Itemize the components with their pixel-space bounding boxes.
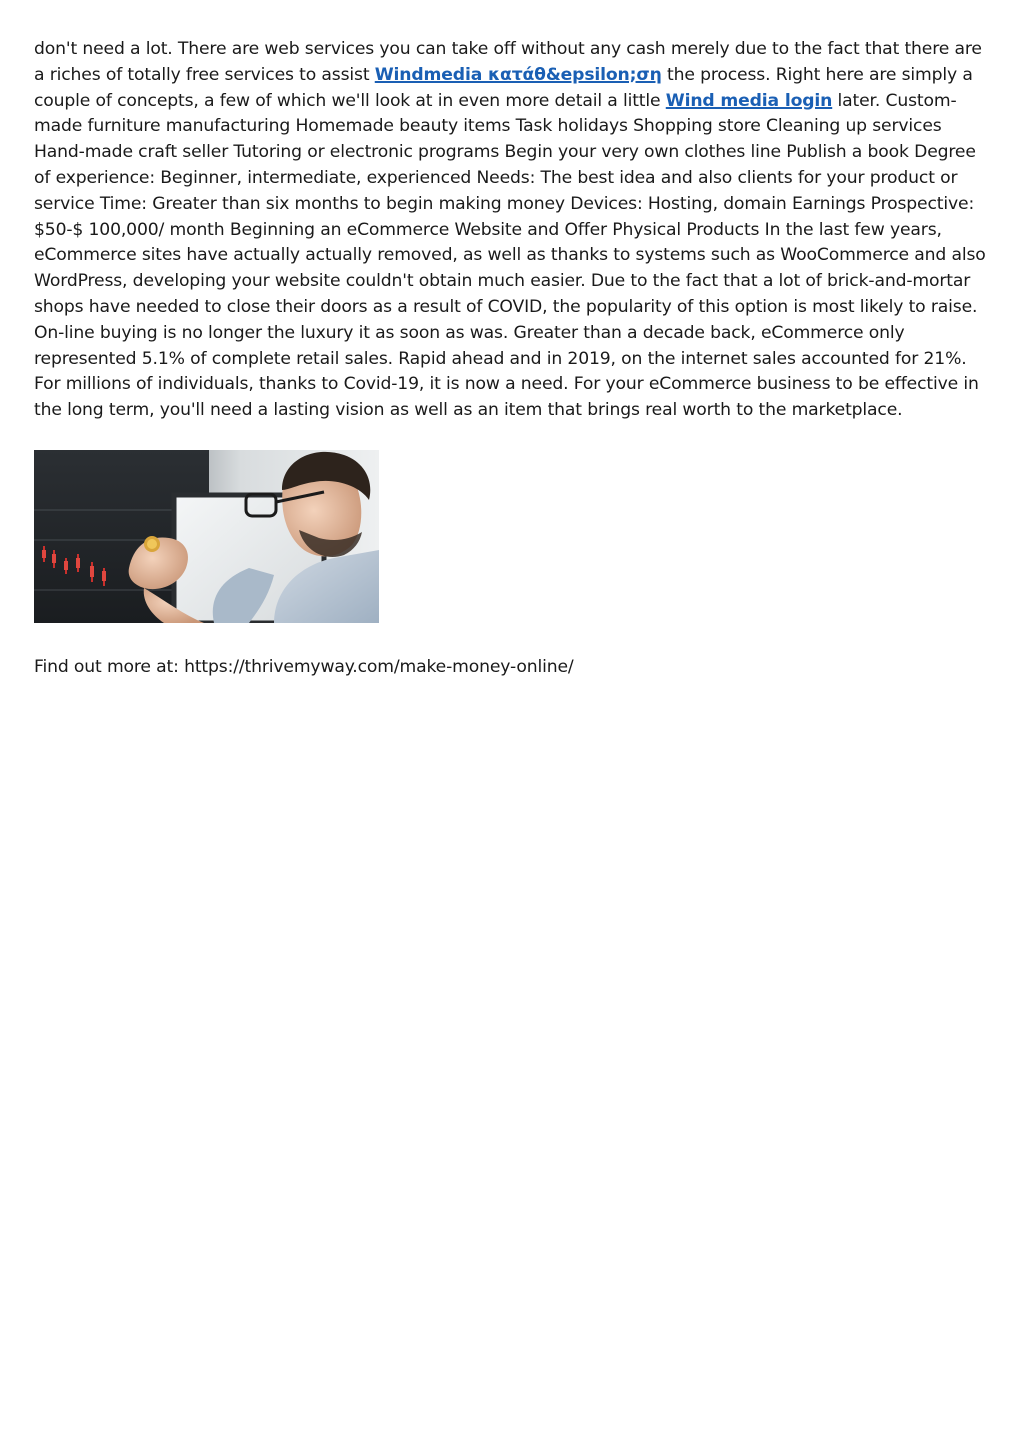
windmedia-deposit-link[interactable]: Windmedia κατάθ&epsilon;ση: [374, 64, 662, 85]
man-viewing-trading-chart-photo: [34, 450, 379, 623]
paragraph-text-segment: don't need a lot. There are web services you can take off without any cash merely due to the fact that there are a riches of totally free services to assist: [34, 39, 982, 85]
article-paragraph: [34, 37, 994, 424]
find-out-more-line: Find out more at: https://thrivemyway.com/make-money-online/: [34, 657, 574, 677]
paragraph-text-segment: the process. Right here are simply a couple of concepts, a few of which we'll look at in even more detail a little: [34, 64, 973, 111]
paragraph-text-segment: later. Custom-made furniture manufacturing Homemade beauty items Task holidays Shopping store Cleaning up services Hand-made craft seller Tutoring or electronic programs Begin your very own clothes line Publish a book Degree of experience: Beginner, intermediate, experienced Needs: The best idea and also clients for your product or service Time: Greater than six months to begin making money Devices: Hosting, domain Earnings Prospective: $50-$ 100,000/ month Beginning an eCommerce Website and Offer Physical Products In the last few years, eCommerce sites have actually actually removed, as well as thanks to systems such as WooCommerce and also WordPress, developing your website couldn't obtain much easier. Due to the fact that a lot of brick-and-mortar shops have needed to close their doors as a result of COVID, the popularity of this option is most likely to raise. On-line buying is no longer the luxury it as soon as was. Greater than a decade back, eCommerce only represented 5.1% of complete retail sales. Rapid ahead and in 2019, on the internet sales accounted for 21%. For millions of individuals, thanks to Covid-19, it is now a need. For your eCommerce business to be effective in the long term, you'll need a lasting vision as well as an item that brings real worth to the marketplace.: [34, 90, 986, 421]
wind-media-login-link[interactable]: Wind media login: [665, 90, 833, 111]
